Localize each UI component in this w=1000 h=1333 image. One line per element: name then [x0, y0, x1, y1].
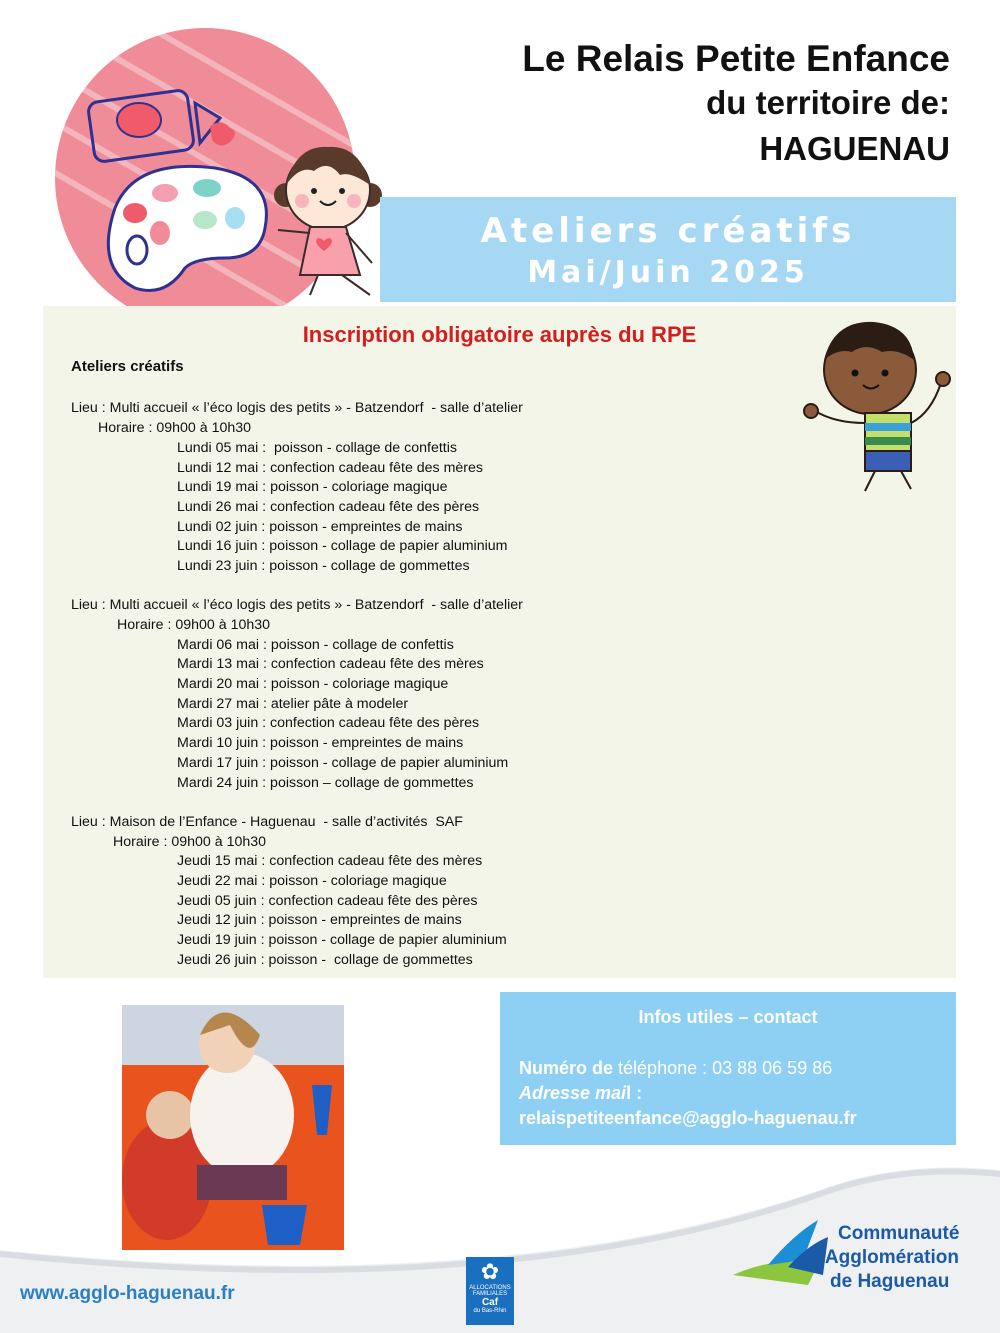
title-line-2: du territoire de:	[706, 84, 950, 121]
session-item: Mardi 17 juin : poisson - collage de papier aluminium	[177, 755, 509, 771]
address-line	[519, 1083, 642, 1104]
session-item: Mardi 03 juin : confection cadeau fête des pères	[177, 715, 480, 731]
phone-number: téléphone : 03 88 06 59 86	[613, 1058, 833, 1078]
session-item: Jeudi 22 mai : poisson - coloriage magique	[177, 873, 447, 889]
logo-line: d’Agglomération	[808, 1247, 959, 1268]
session-item: Mardi 10 juin : poisson - empreintes de mains	[177, 735, 464, 751]
caf-line: du Bas-Rhin	[473, 1308, 507, 1314]
session-item: Jeudi 05 juin : confection cadeau fête des pères	[177, 893, 478, 909]
email-link[interactable]: relaispetiteenfance@agglo-haguenau.fr	[519, 1108, 857, 1128]
session-item: Jeudi 15 mai : confection cadeau fête des mères	[177, 853, 483, 869]
boy-illustration	[795, 315, 955, 500]
logo-line: Communauté	[838, 1223, 960, 1244]
block-2-lieu: Lieu : Multi accueil « l’éco logis des petits » - Batzendorf - salle d’atelier	[71, 597, 523, 613]
session-item: Lundi 16 juin : poisson - collage de papier aluminium	[177, 538, 508, 554]
session-item: Mardi 20 mai : poisson - coloriage magique	[177, 676, 449, 692]
phone-label: Numéro de	[519, 1058, 614, 1078]
block-2-horaire: Horaire : 09h00 à 10h30	[117, 617, 271, 633]
caf-line: FAMILIALES	[472, 1291, 508, 1297]
title-line-1: Le Relais Petite Enfance	[522, 38, 950, 79]
title-city: HAGUENAU	[759, 130, 950, 167]
address-label-rest: l :	[626, 1083, 643, 1103]
contact-title: Infos utiles – contact	[638, 1007, 818, 1027]
session-item: Lundi 23 juin : poisson - collage de gommettes	[177, 558, 470, 574]
caf-logo: ✿ ALLOCATIONS FAMILIALES Caf du Bas-Rhin	[466, 1257, 514, 1325]
address-label: Adresse mai	[519, 1083, 627, 1103]
session-item: Jeudi 26 juin : poisson - collage de gommettes	[177, 952, 473, 968]
session-item: Mardi 24 juin : poisson – collage de gommettes	[177, 775, 474, 791]
session-item: Jeudi 19 juin : poisson - collage de papier aluminium	[177, 932, 507, 948]
banner-title: Ateliers créatifs	[480, 211, 856, 251]
block-3-horaire: Horaire : 09h00 à 10h30	[113, 834, 267, 850]
banner	[380, 197, 956, 302]
session-item: Mardi 27 mai : atelier pâte à modeler	[177, 696, 409, 712]
session-item: Jeudi 12 juin : poisson - empreintes de mains	[177, 912, 462, 928]
session-item: Mardi 06 mai : poisson - collage de confettis	[177, 637, 454, 653]
phone-line	[519, 1058, 832, 1079]
caf-line: Caf	[481, 1297, 499, 1308]
logo-line: de Haguenau	[830, 1271, 950, 1292]
session-item: Lundi 05 mai : poisson - collage de confettis	[177, 440, 457, 456]
girl-illustration	[260, 135, 400, 305]
session-item: Lundi 26 mai : confection cadeau fête des pères	[177, 499, 480, 515]
block-1-horaire: Horaire : 09h00 à 10h30	[98, 420, 252, 436]
session-item: Mardi 13 mai : confection cadeau fête des mères	[177, 656, 484, 672]
banner-subtitle: Mai/Juin 2025	[527, 255, 809, 290]
agglo-haguenau-logo-text	[808, 1222, 960, 1294]
section-title: Ateliers créatifs	[71, 358, 184, 375]
block-3-lieu: Lieu : Maison de l’Enfance - Haguenau - salle d’activités SAF	[71, 814, 463, 830]
session-item: Lundi 19 mai : poisson - coloriage magique	[177, 479, 448, 495]
block-1-lieu: Lieu : Multi accueil « l’éco logis des petits » - Batzendorf - salle d’atelier	[71, 400, 523, 416]
registration-notice: Inscription obligatoire auprès du RPE	[302, 322, 697, 347]
website-link[interactable]: www.agglo-haguenau.fr	[20, 1283, 235, 1304]
session-item: Lundi 12 mai : confection cadeau fête des mères	[177, 460, 484, 476]
caf-line: ALLOCATIONS	[469, 1285, 511, 1291]
contact-box	[500, 992, 956, 1145]
session-item: Lundi 02 juin : poisson - empreintes de mains	[177, 519, 463, 535]
